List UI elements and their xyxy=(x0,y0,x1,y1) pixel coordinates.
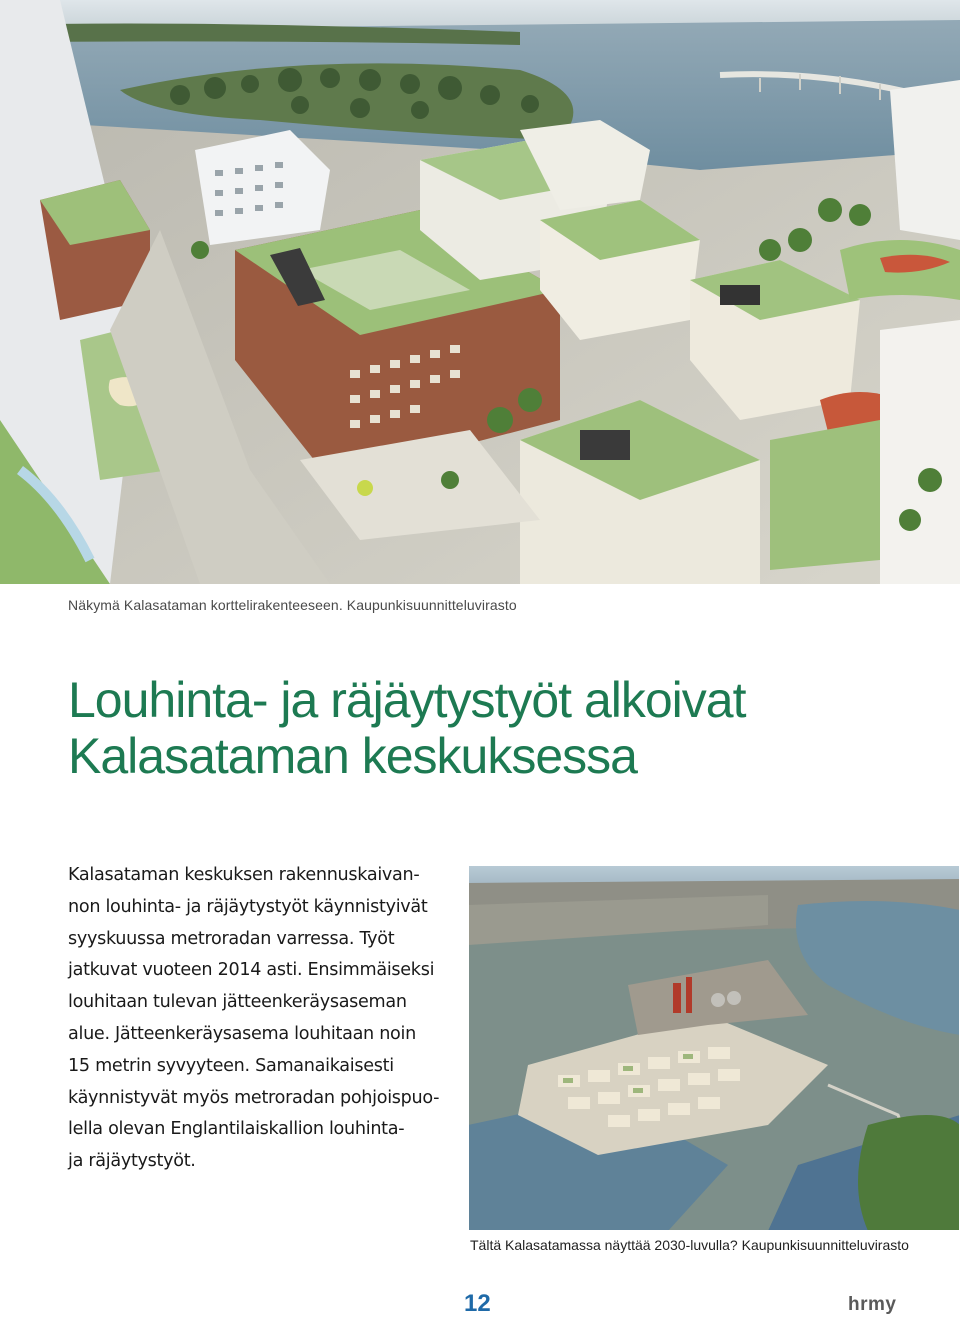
article-body xyxy=(68,860,458,1178)
bottom-photo-caption: Tältä Kalasatamassa näyttää 2030-luvulla? Kaupunkisuunnitteluvirasto xyxy=(470,1237,909,1253)
headline-line-1: Louhinta- ja räjäytystyöt alkoivat xyxy=(68,672,746,728)
body-line: syyskuussa metroradan varressa. Työt xyxy=(68,928,395,949)
body-line: Kalasataman keskuksen rakennuskaivan- xyxy=(68,865,420,885)
aerial-view-illustration xyxy=(468,865,960,1231)
body-line: ja räjäytystyöt. xyxy=(68,1151,196,1172)
top-photo-caption: Näkymä Kalasataman korttelirakenteeseen. Kaupunkisuunnitteluvirasto xyxy=(68,597,517,613)
body-line: jatkuvat vuoteen 2014 asti. Ensimmäiseksi xyxy=(68,960,435,981)
body-line: alue. Jätteenkeräysasema louhitaan noin xyxy=(68,1023,416,1044)
page-number: 12 xyxy=(464,1290,491,1317)
body-line: 15 metrin syvyyteen. Samanaikaisesti xyxy=(68,1055,394,1076)
district-rendering-illustration xyxy=(0,0,960,584)
headline-line-2: Kalasataman keskuksessa xyxy=(68,728,637,784)
publisher-logo: hrmy xyxy=(848,1294,897,1315)
aerial-view-photo xyxy=(468,865,960,1231)
district-rendering-photo xyxy=(0,0,960,584)
body-line: louhitaan tulevan jätteenkeräysaseman xyxy=(68,992,407,1013)
body-line: käynnistyvät myös metroradan pohjoispuo- xyxy=(68,1087,440,1108)
article-headline xyxy=(68,672,928,784)
body-line: non louhinta- ja räjäytystyöt käynnistyivät xyxy=(68,896,428,917)
body-line: lella olevan Englantilaiskallion louhinta- xyxy=(68,1119,405,1140)
